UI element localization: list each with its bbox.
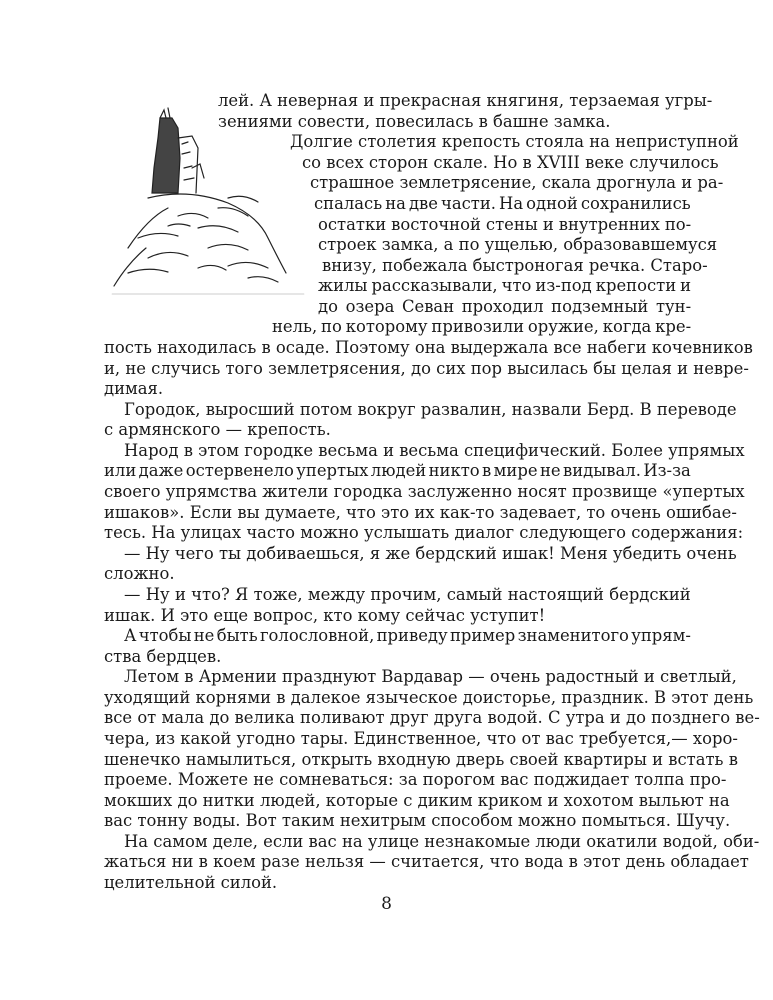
page-number: 8 (381, 894, 392, 914)
